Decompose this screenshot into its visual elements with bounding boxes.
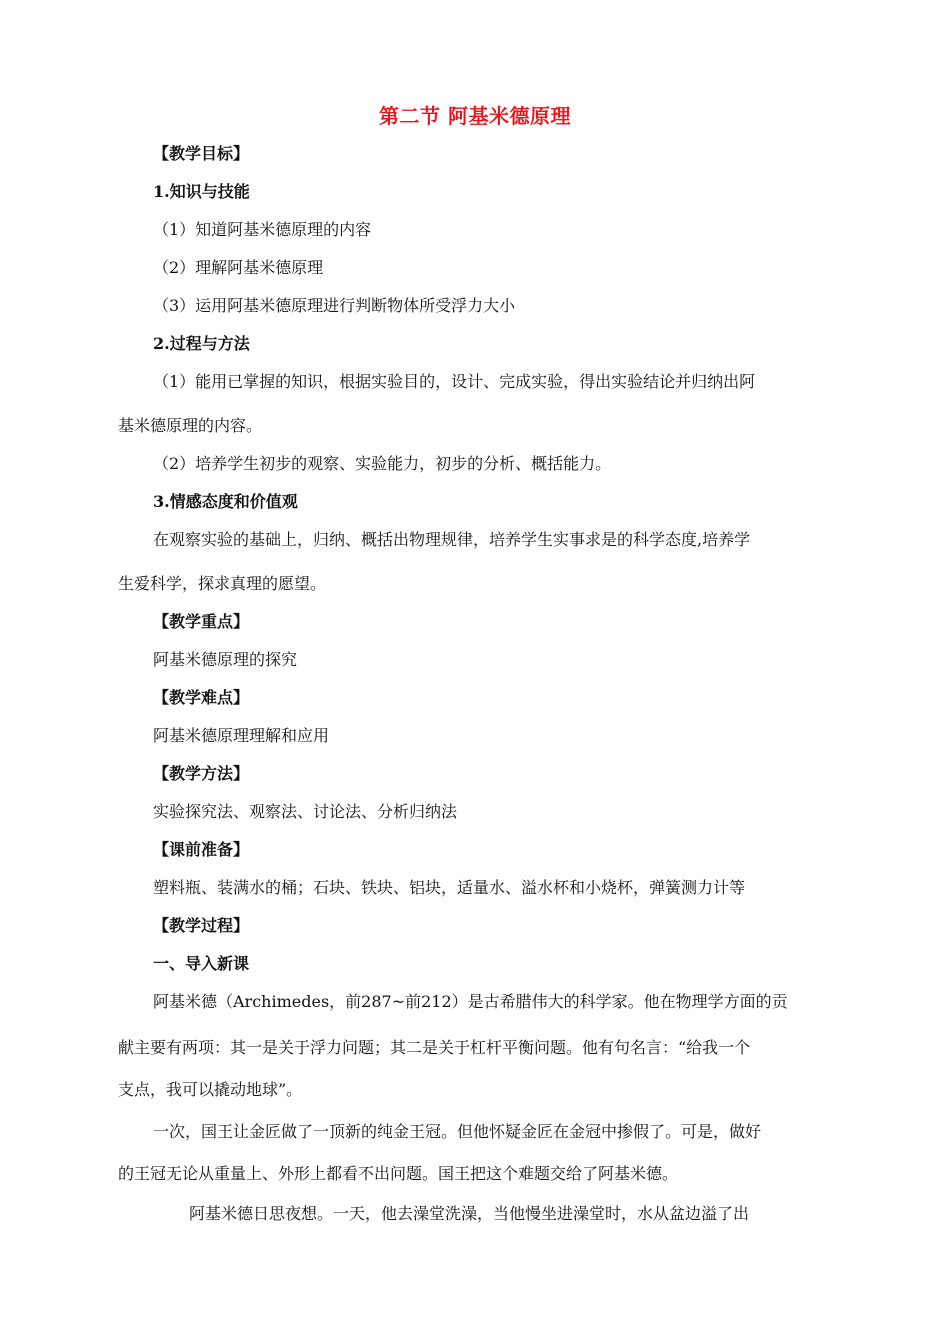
heading-teaching-process: 【教学过程】 <box>153 916 250 935</box>
goal-item: （1）知道阿基米德原理的内容 <box>153 220 372 239</box>
heading-key-points: 【教学重点】 <box>153 612 250 631</box>
heading-teaching-goals: 【教学目标】 <box>153 144 250 163</box>
heading-preparation: 【课前准备】 <box>153 840 250 859</box>
paragraph-line: 阿基米德原理理解和应用 <box>153 726 330 745</box>
paragraph-line: 塑料瓶、装满水的桶；石块、铁块、铝块，适量水、溢水杯和小烧杯，弹簧测力计等 <box>153 878 746 897</box>
paragraph-line: 一次，国王让金匠做了一顶新的纯金王冠。但他怀疑金匠在金冠中掺假了。可是，做好 <box>153 1122 762 1141</box>
goal-item: （2）理解阿基米德原理 <box>153 258 324 277</box>
paragraph-line: 献主要有两项：其一是关于浮力问题；其二是关于杠杆平衡问题。他有句名言：“给我一个 <box>118 1038 751 1057</box>
document-title: 第二节 阿基米德原理 <box>379 104 571 128</box>
paragraph-line: 阿基米德（Archimedes，前287~前212）是古希腊伟大的科学家。他在物理学方面的贡 <box>153 992 788 1011</box>
paragraph-line: 基米德原理的内容。 <box>118 416 263 435</box>
paragraph-line: 阿基米德原理的探究 <box>153 650 298 669</box>
subheading-introduction: 一、导入新课 <box>153 954 250 973</box>
paragraph-line: 在观察实验的基础上，归纳、概括出物理规律，培养学生实事求是的科学态度,培养学 <box>153 530 751 549</box>
subheading-knowledge-skills: 1.知识与技能 <box>153 182 250 201</box>
heading-difficulties: 【教学难点】 <box>153 688 250 707</box>
paragraph-line: （2）培养学生初步的观察、实验能力，初步的分析、概括能力。 <box>153 454 612 473</box>
subheading-attitudes-values: 3.情感态度和价值观 <box>153 492 298 511</box>
subheading-process-methods: 2.过程与方法 <box>153 334 250 353</box>
paragraph-line: 阿基米德日思夜想。一天，他去澡堂洗澡，当他慢坐进澡堂时，水从盆边溢了出 <box>189 1204 750 1223</box>
paragraph-line: 的王冠无论从重量上、外形上都看不出问题。国王把这个难题交给了阿基米德。 <box>118 1164 679 1183</box>
paragraph-line: 实验探究法、观察法、讨论法、分析归纳法 <box>153 802 458 821</box>
goal-item: （3）运用阿基米德原理进行判断物体所受浮力大小 <box>153 296 516 315</box>
heading-teaching-methods: 【教学方法】 <box>153 764 250 783</box>
paragraph-line: （1）能用已掌握的知识，根据实验目的，设计、完成实验，得出实验结论并归纳出阿 <box>153 372 756 391</box>
paragraph-line: 支点，我可以撬动地球”。 <box>118 1080 303 1099</box>
paragraph-line: 生爱科学，探求真理的愿望。 <box>118 574 327 593</box>
